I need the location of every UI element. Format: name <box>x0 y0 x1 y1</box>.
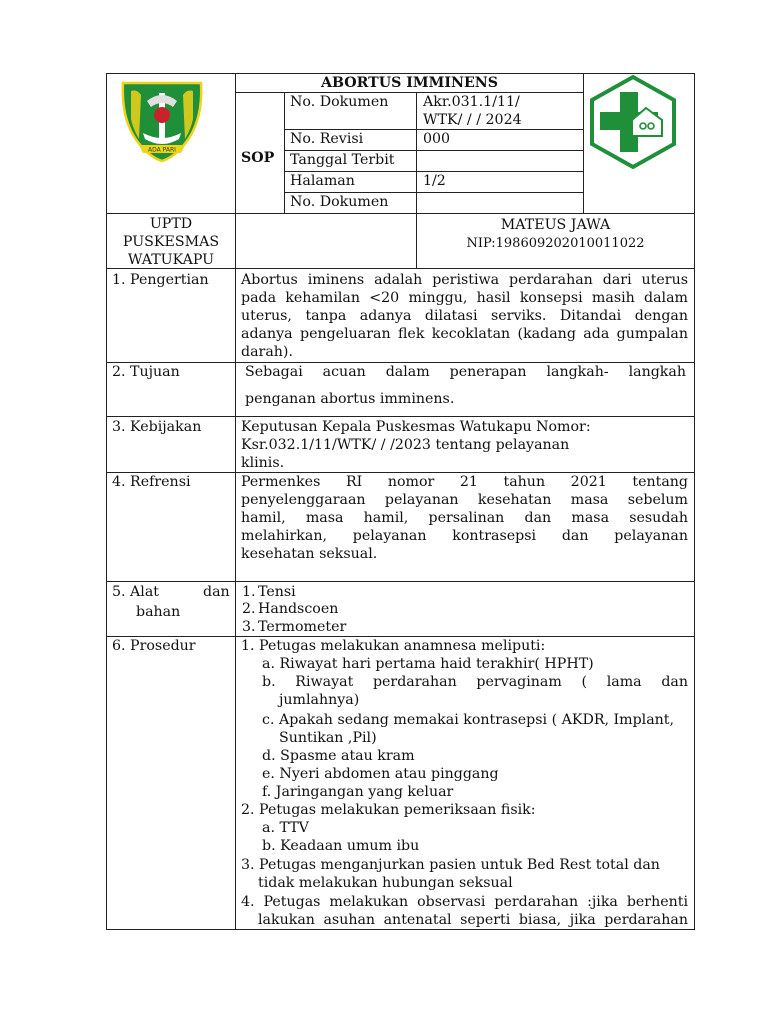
pengertian-text: pada kehamilan <20 minggu, hasil konsepsi masih dalam <box>241 290 688 306</box>
refrensi-text: kesehatan seksual. <box>241 546 378 562</box>
regency-emblem-logo <box>117 79 207 163</box>
procedure-substep: d. Spasme atau kram <box>262 748 415 764</box>
doc-number-value: Akr.031.1/11/ <box>423 94 520 110</box>
procedure-step: tidak melakukan hubungan seksual <box>258 875 513 891</box>
kebijakan-text: klinis. <box>241 455 285 471</box>
section-label-alat: 5. Alat <box>112 584 159 600</box>
procedure-substep: Suntikan ,Pil) <box>279 730 377 746</box>
procedure-step: 2. Petugas melakukan pemeriksaan fisik: <box>241 802 536 818</box>
procedure-step: 1. Petugas melakukan anamnesa meliputi: <box>241 638 546 654</box>
kebijakan-text: Ksr.032.1/11/WTK/ / /2023 tentang pelayanan <box>241 437 570 453</box>
procedure-step: lakukan asuhan antenatal seperti biasa, jika perdarahan <box>258 912 688 928</box>
table-border <box>416 92 417 213</box>
section-label-kebijakan: 3. Kebijakan <box>112 419 202 435</box>
table-border <box>106 73 107 930</box>
pengertian-text: adanya pengeluaran flek kecoklatan (kadang ada gumpalan <box>241 326 688 342</box>
table-border <box>106 416 695 417</box>
sop-label: SOP <box>241 150 275 166</box>
doc-number-label: No. Dokumen <box>290 94 389 110</box>
document-title: ABORTUS IMMINENS <box>321 75 498 91</box>
tujuan-text: penganan abortus imminens. <box>245 391 455 407</box>
pengertian-text: uterus, tanpa adanya dilatasi serviks. Ditandai dengan <box>241 308 688 324</box>
procedure-substep: a. Riwayat hari pertama haid terakhir( HPHT) <box>262 656 594 672</box>
procedure-substep: b. Riwayat perdarahan pervaginam ( lama dan <box>262 674 688 690</box>
revision-value: 000 <box>423 131 451 147</box>
list-number: 1. <box>242 584 256 600</box>
table-border <box>235 73 236 930</box>
procedure-substep: b. Keadaan umum ibu <box>262 838 420 854</box>
org-name-line: PUSKESMAS <box>122 234 220 250</box>
section-label-bahan: bahan <box>136 604 181 620</box>
procedure-substep: f. Jaringangan yang keluar <box>262 784 454 800</box>
section-label-alat-dan: dan <box>203 584 230 600</box>
refrensi-text: penyelenggaraan pelayanan kesehatan masa sebelum <box>241 492 688 508</box>
procedure-substep: jumlahnya) <box>279 692 360 708</box>
list-item: Tensi <box>258 584 296 600</box>
procedure-step: 3. Petugas menganjurkan pasien untuk Bed Rest total dan <box>241 857 660 873</box>
table-border <box>583 73 584 213</box>
table-border <box>106 213 695 214</box>
refrensi-text: Permenkes RI nomor 21 tahun 2021 tentang <box>241 474 688 490</box>
procedure-substep: e. Nyeri abdomen atau pinggang <box>262 766 499 782</box>
tujuan-text: Sebagai acuan dalam penerapan langkah- langkah <box>245 364 686 380</box>
table-border <box>694 73 695 930</box>
org-name-line: WATUKAPU <box>127 252 215 268</box>
section-label-pengertian: 1. Pengertian <box>112 272 209 288</box>
issue-date-label: Tanggal Terbit <box>290 152 395 168</box>
table-border <box>106 929 695 930</box>
section-label-refrensi: 4. Refrensi <box>112 474 191 490</box>
list-item: Handscoen <box>258 601 339 617</box>
section-label-tujuan: 2. Tujuan <box>112 364 180 380</box>
page-value: 1/2 <box>423 173 446 189</box>
refrensi-text: hamil, masa hamil, persalinan dan masa sesudah <box>241 510 688 526</box>
table-border <box>284 92 285 213</box>
list-number: 3. <box>242 619 256 635</box>
doc-number-label-2: No. Dokumen <box>290 194 389 210</box>
pengertian-text: darah). <box>241 344 293 360</box>
table-border <box>235 92 583 93</box>
list-item: Termometer <box>258 619 347 635</box>
procedure-substep: c. Apakah sedang memakai kontrasepsi ( AKDR, Implant, <box>262 712 675 728</box>
table-border <box>106 581 695 582</box>
pengertian-text: Abortus iminens adalah peristiwa perdarahan dari uterus <box>241 272 688 288</box>
doc-number-value-cont: WTK/ / / 2024 <box>423 112 522 128</box>
emblem-ribbon-text: ADA PARI <box>148 146 176 154</box>
refrensi-text: melahirkan, pelayanan kontrasepsi dan pelayanan <box>241 528 688 544</box>
org-name-line: UPTD <box>149 216 193 232</box>
puskesmas-logo <box>588 74 678 170</box>
procedure-step: 4. Petugas melakukan observasi perdarahan :jika berhenti <box>241 894 688 910</box>
revision-label: No. Revisi <box>290 131 364 147</box>
kebijakan-text: Keputusan Kepala Puskesmas Watukapu Nomor: <box>241 419 591 435</box>
page-label: Halaman <box>290 173 355 189</box>
list-number: 2. <box>242 601 256 617</box>
section-label-prosedur: 6. Prosedur <box>112 638 196 654</box>
procedure-substep: a. TTV <box>262 820 309 836</box>
signer-nip: NIP:198609202010011022 <box>466 236 645 251</box>
signer-name: MATEUS JAWA <box>500 217 611 233</box>
